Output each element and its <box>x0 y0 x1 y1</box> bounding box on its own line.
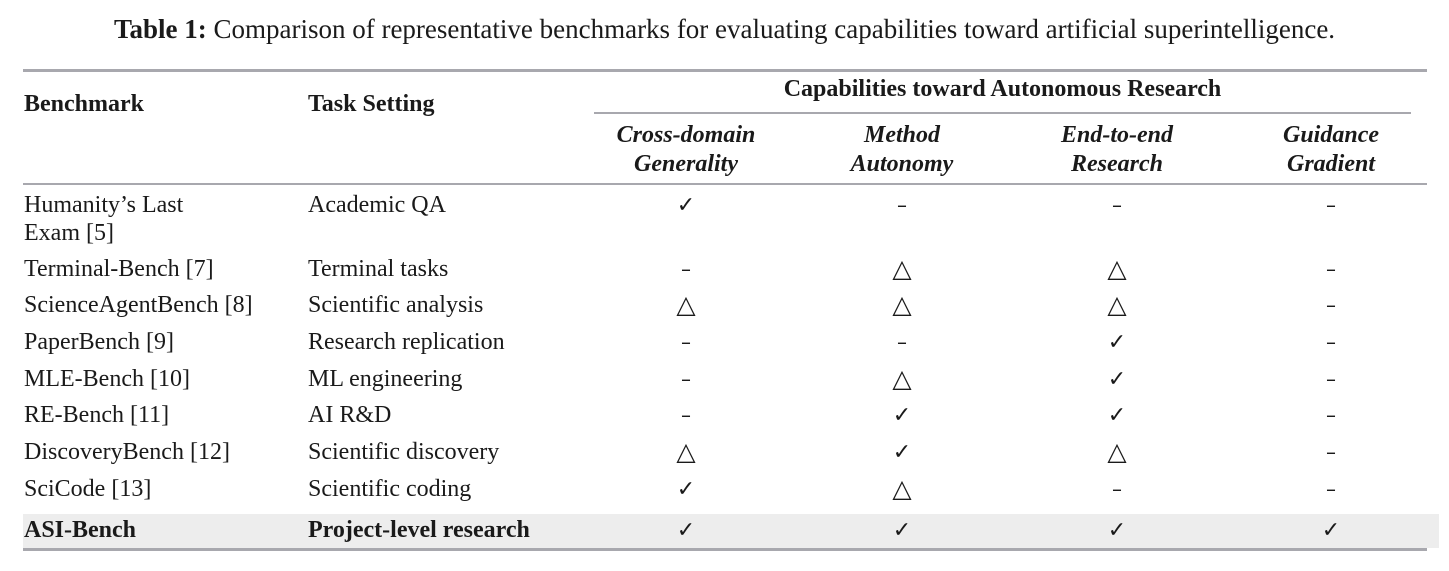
header-rule <box>23 183 1427 185</box>
header-line: Gradient <box>1286 151 1375 177</box>
mark-icon <box>1281 365 1381 393</box>
mark-icon <box>852 365 952 394</box>
mark-icon <box>852 328 952 356</box>
mark-icon <box>636 191 736 220</box>
header-line: Research <box>1071 151 1163 177</box>
group-underline <box>594 112 1411 114</box>
bottom-rule <box>23 548 1427 551</box>
mark-icon <box>636 516 736 545</box>
triangle-icon: △ <box>1107 254 1127 283</box>
table-row-task: Scientific coding <box>308 476 472 502</box>
mark-icon <box>1067 365 1167 394</box>
table-caption <box>0 12 1449 46</box>
dash-icon: – <box>1326 403 1336 427</box>
mark-icon <box>636 365 736 393</box>
check-icon: ✓ <box>892 440 912 465</box>
mark-icon <box>852 255 952 284</box>
mark-icon <box>636 438 736 467</box>
mark-icon <box>1067 401 1167 430</box>
header-line: Generality <box>634 151 738 177</box>
mark-icon <box>1067 255 1167 284</box>
table-row-benchmark: ASI-Bench <box>24 517 137 543</box>
dash-icon: – <box>1112 193 1122 217</box>
mark-icon <box>1281 291 1381 319</box>
dash-icon: – <box>681 367 691 391</box>
mark-icon <box>1281 401 1381 429</box>
mark-icon <box>1281 438 1381 466</box>
triangle-icon: △ <box>1107 290 1127 319</box>
dash-icon: – <box>897 193 907 217</box>
header-line: Autonomy <box>850 151 954 177</box>
header-line: Guidance <box>1283 122 1379 148</box>
dash-icon: – <box>681 403 691 427</box>
dash-icon: – <box>1326 193 1336 217</box>
check-icon: ✓ <box>676 518 696 543</box>
mark-icon <box>1281 475 1381 503</box>
mark-icon <box>852 438 952 467</box>
table-row-benchmark: Humanity’s Last <box>24 192 184 218</box>
mark-icon <box>852 516 952 545</box>
mark-icon <box>852 401 952 430</box>
dash-icon: – <box>1326 330 1336 354</box>
header-benchmark: Benchmark <box>24 91 144 117</box>
mark-icon <box>1067 291 1167 320</box>
triangle-icon: △ <box>892 474 912 503</box>
triangle-icon: △ <box>892 254 912 283</box>
mark-icon <box>636 475 736 504</box>
mark-icon <box>1067 191 1167 219</box>
triangle-icon: △ <box>892 364 912 393</box>
table-row-task: Academic QA <box>308 192 446 218</box>
mark-icon <box>636 401 736 429</box>
mark-icon <box>1281 191 1381 219</box>
table-row-benchmark: Terminal-Bench [7] <box>24 256 214 282</box>
check-icon: ✓ <box>676 477 696 502</box>
check-icon: ✓ <box>676 193 696 218</box>
mark-icon <box>1067 328 1167 357</box>
check-icon: ✓ <box>892 518 912 543</box>
caption-text: Comparison of representative benchmarks for evaluating capabilities toward artificial superintelligence. <box>213 14 1336 44</box>
table-row-task: Terminal tasks <box>308 256 449 282</box>
dash-icon: – <box>1326 257 1336 281</box>
table-row-task: Scientific analysis <box>308 292 484 318</box>
check-icon: ✓ <box>1107 330 1127 355</box>
table-row-benchmark: MLE-Bench [10] <box>24 366 190 392</box>
table-row-benchmark: SciCode [13] <box>24 476 152 502</box>
mark-icon <box>636 328 736 356</box>
header-line: End-to-end <box>1060 122 1173 148</box>
mark-icon <box>852 475 952 504</box>
dash-icon: – <box>897 330 907 354</box>
triangle-icon: △ <box>676 290 696 319</box>
header-guidance-gradient <box>1231 121 1431 179</box>
header-line: Method <box>863 122 940 148</box>
check-icon: ✓ <box>1107 403 1127 428</box>
dash-icon: – <box>681 257 691 281</box>
mark-icon <box>636 291 736 320</box>
mark-icon <box>1281 516 1381 545</box>
check-icon: ✓ <box>1321 518 1341 543</box>
mark-icon <box>852 191 952 219</box>
table-row-benchmark: ScienceAgentBench [8] <box>24 292 253 318</box>
header-task-setting: Task Setting <box>308 91 435 117</box>
table-row-benchmark: DiscoveryBench [12] <box>24 439 230 465</box>
table-row-task: AI R&D <box>308 402 392 428</box>
header-cross-domain-generality <box>586 121 786 179</box>
mark-icon <box>1281 255 1381 283</box>
table-row-task: Scientific discovery <box>308 439 500 465</box>
top-rule <box>23 69 1427 72</box>
mark-icon <box>1067 516 1167 545</box>
header-capability-group: Capabilities toward Autonomous Research <box>783 76 1222 102</box>
header-end-to-end-research <box>1017 121 1217 179</box>
mark-icon <box>1281 328 1381 356</box>
table-row-task: ML engineering <box>308 366 463 392</box>
dash-icon: – <box>1326 293 1336 317</box>
header-method-autonomy <box>802 121 1002 179</box>
check-icon: ✓ <box>1107 518 1127 543</box>
mark-icon <box>852 291 952 320</box>
triangle-icon: △ <box>1107 437 1127 466</box>
header-line: Cross-domain <box>616 122 756 148</box>
table-row-benchmark-line2: Exam [5] <box>24 220 114 246</box>
mark-icon <box>636 255 736 283</box>
dash-icon: – <box>1326 367 1336 391</box>
dash-icon: – <box>681 330 691 354</box>
caption-label: Table 1: <box>113 14 207 44</box>
triangle-icon: △ <box>892 290 912 319</box>
dash-icon: – <box>1326 477 1336 501</box>
table-row-task: Project-level research <box>308 517 530 543</box>
table-row-benchmark: PaperBench [9] <box>24 329 174 355</box>
mark-icon <box>1067 438 1167 467</box>
table-row-task: Research replication <box>308 329 505 355</box>
table-row-benchmark: RE-Bench [11] <box>24 402 170 428</box>
check-icon: ✓ <box>892 403 912 428</box>
triangle-icon: △ <box>676 437 696 466</box>
check-icon: ✓ <box>1107 367 1127 392</box>
dash-icon: – <box>1326 440 1336 464</box>
dash-icon: – <box>1112 477 1122 501</box>
mark-icon <box>1067 475 1167 503</box>
